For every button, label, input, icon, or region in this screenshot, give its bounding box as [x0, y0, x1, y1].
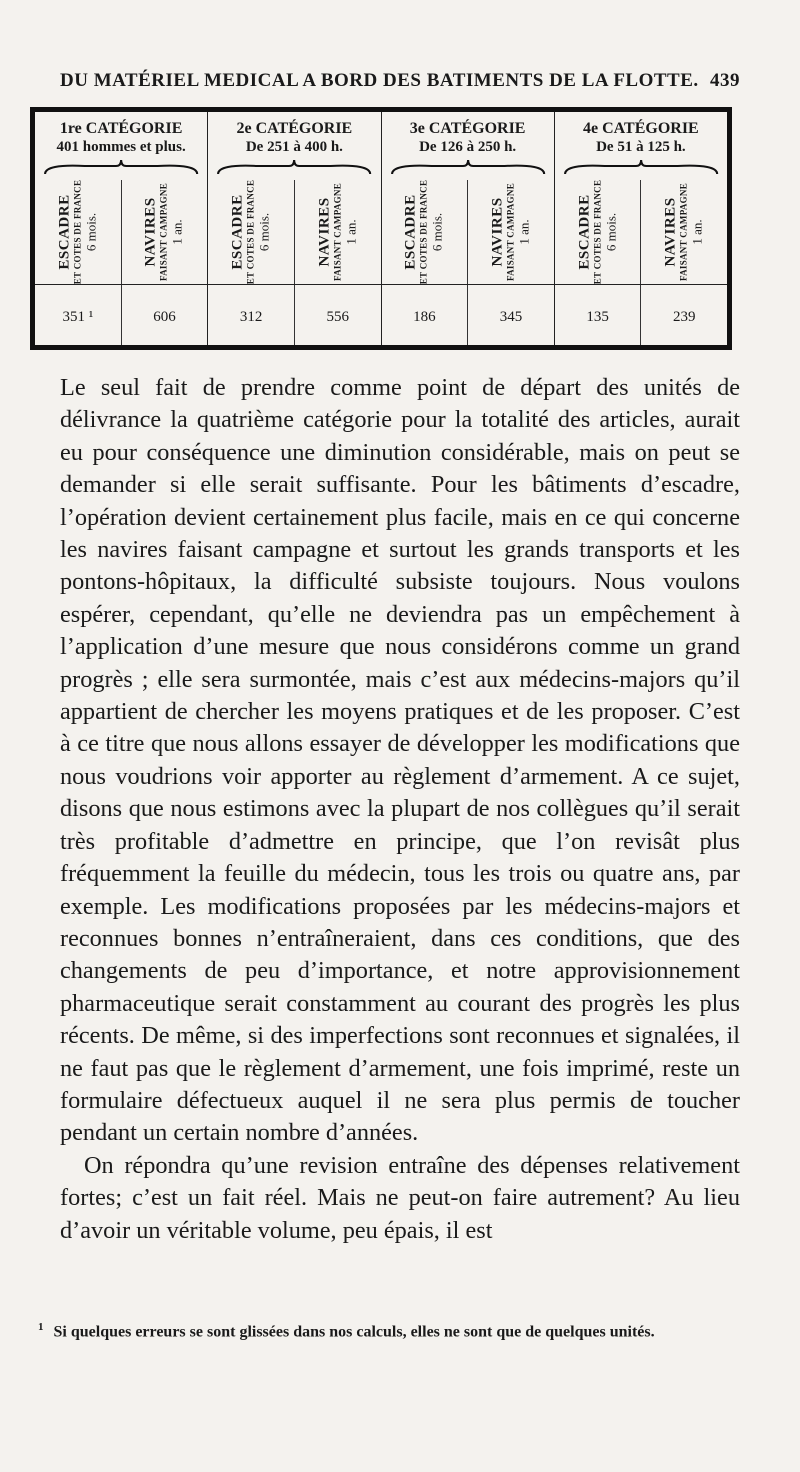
column-headers [208, 180, 380, 285]
column-header-escadre [35, 180, 122, 284]
col-label-duration: 6 mois. [256, 212, 272, 252]
brace-icon [563, 158, 719, 176]
col-label-main: ESCADRE [402, 194, 419, 270]
table-cell: 606 [153, 309, 176, 325]
page-number: 439 [710, 70, 740, 91]
paragraph: On répondra qu’une revision entraîne des dépenses relativement fortes; c’est un fait réel. Mais ne peut-on faire autrement? Au lieu d’avoir un véritable volume, peu épais, il est [60, 1151, 740, 1244]
col-label-sub: ET COTES DE FRANCE [418, 179, 429, 285]
values-row [382, 285, 554, 345]
col-label-sub: FAISANT CAMPAGNE [505, 182, 516, 282]
col-label-main: ESCADRE [576, 194, 593, 270]
category-table [30, 107, 732, 350]
col-label-sub: FAISANT CAMPAGNE [332, 182, 343, 282]
column-header-navires [122, 180, 208, 284]
category-subtitle: De 126 à 250 h. [419, 139, 517, 155]
table-cell: 135 [555, 285, 642, 345]
column-header-escadre [555, 180, 642, 284]
column-header-navires [468, 180, 554, 284]
col-label-duration: 1 an. [169, 219, 185, 245]
paragraph: Le seul fait de prendre comme point de départ des unités de délivrance la quatrième catégorie pour la totalité des articles, aurait eu pour conséquence une diminution considérable, mais on peut se demander si elle serait suffisante. Pour les bâtiments d’escadre, l’opération devient certainement plus facile, mais en ce qui concerne les navires faisant campagne et surtout les grands transports et les pontons-hôpitaux, la difficulté subsiste toujours. Nous voulons espérer, cependant, qu’elle ne deviendra pas un empêchement à l’application d’une mesure que nous considérons comme un grand progrès ; elle sera surmontée, mais c’est aux médecins-majors qu’il appartient de chercher les moyens pratiques et de les proposer. C’est à ce titre que nous allons essayer de développer les modifications que nous voudrions voir apporter au règlement d’armement. A ce sujet, disons que nous estimons avec la plupart de nos collègues qu’il serait très profitable d’admettre en principe, que l’on revisât plus fréquemment la feuille du médecin, tous les trois ou quatre ans, par exemple. Les modifications proposées par les médecins-majors et reconnues bonnes n’entraîneraient, dans ces conditions, que des changements de peu d’importance, et notre approvisionnement pharmaceutique serait constamment au courant des progrès les plus récents. De même, si des imperfections sont reconnues et signalées, il ne faut pas que le règlement d’armement, une fois imprimé, reste un formulaire défectueux auquel il ne sera plus permis de toucher pendant un certain nombre d’années. [60, 374, 740, 1147]
col-label-duration: 1 an. [516, 219, 532, 245]
column-headers [382, 180, 554, 285]
category-subtitle: De 51 à 125 h. [596, 139, 686, 155]
table-cell: 345 [499, 309, 523, 325]
category-subtitle: De 251 à 400 h. [245, 139, 343, 155]
values-row [555, 285, 727, 345]
col-label-duration: 1 an. [689, 219, 705, 245]
brace-icon [390, 158, 546, 176]
running-header [60, 70, 740, 92]
running-title: DU MATÉRIEL MEDICAL A BORD DES BATIMENTS DE LA FLOTTE. [60, 70, 699, 91]
col-label-sub: ET COTES DE FRANCE [72, 179, 83, 285]
table-cell: 312 [208, 285, 295, 345]
col-label-main: NAVIRES [489, 197, 506, 267]
col-label-main: NAVIRES [662, 197, 679, 267]
col-label-duration: 1 an. [343, 219, 359, 245]
column-headers [555, 180, 727, 285]
column-header-escadre [382, 180, 469, 284]
table-cell: 239 [672, 309, 696, 325]
values-row [35, 285, 207, 345]
col-label-main: ESCADRE [229, 194, 246, 270]
col-label-sub: FAISANT CAMPAGNE [678, 182, 689, 282]
col-label-main: ESCADRE [56, 194, 73, 270]
category-subtitle: 401 hommes et plus. [56, 139, 186, 155]
col-label-sub: FAISANT CAMPAGNE [158, 182, 169, 282]
footnote-text: Si quelques erreurs se sont glissées dans nos calculs, elles ne sont que de quelques unités. [53, 1323, 655, 1341]
category-title: 3e CATÉGORIE [409, 120, 526, 137]
category-title: 1re CATÉGORIE [59, 120, 183, 137]
column-headers [35, 180, 207, 285]
col-label-duration: 6 mois. [83, 212, 99, 252]
category-column [382, 112, 555, 345]
col-label-duration: 6 mois. [603, 212, 619, 252]
body-text [60, 372, 740, 1247]
column-header-navires [295, 180, 381, 284]
column-header-navires [641, 180, 727, 284]
category-column [35, 112, 208, 345]
column-header-escadre [208, 180, 295, 284]
table-cell: 351 ¹ [35, 285, 122, 345]
values-row [208, 285, 380, 345]
brace-icon [216, 158, 372, 176]
col-label-duration: 6 mois. [429, 212, 445, 252]
category-column [555, 112, 727, 345]
col-label-main: NAVIRES [142, 197, 159, 267]
table-cell: 186 [382, 285, 469, 345]
table-cell: 556 [326, 309, 349, 325]
col-label-sub: ET COTES DE FRANCE [592, 179, 603, 285]
brace-icon [43, 158, 199, 176]
footnote-mark: 1 [38, 1321, 44, 1333]
col-label-sub: ET COTES DE FRANCE [245, 179, 256, 285]
category-title: 4e CATÉGORIE [583, 120, 699, 137]
category-column [208, 112, 381, 345]
footnote [38, 1314, 738, 1345]
col-label-main: NAVIRES [316, 197, 333, 267]
category-title: 2e CATÉGORIE [236, 120, 353, 137]
